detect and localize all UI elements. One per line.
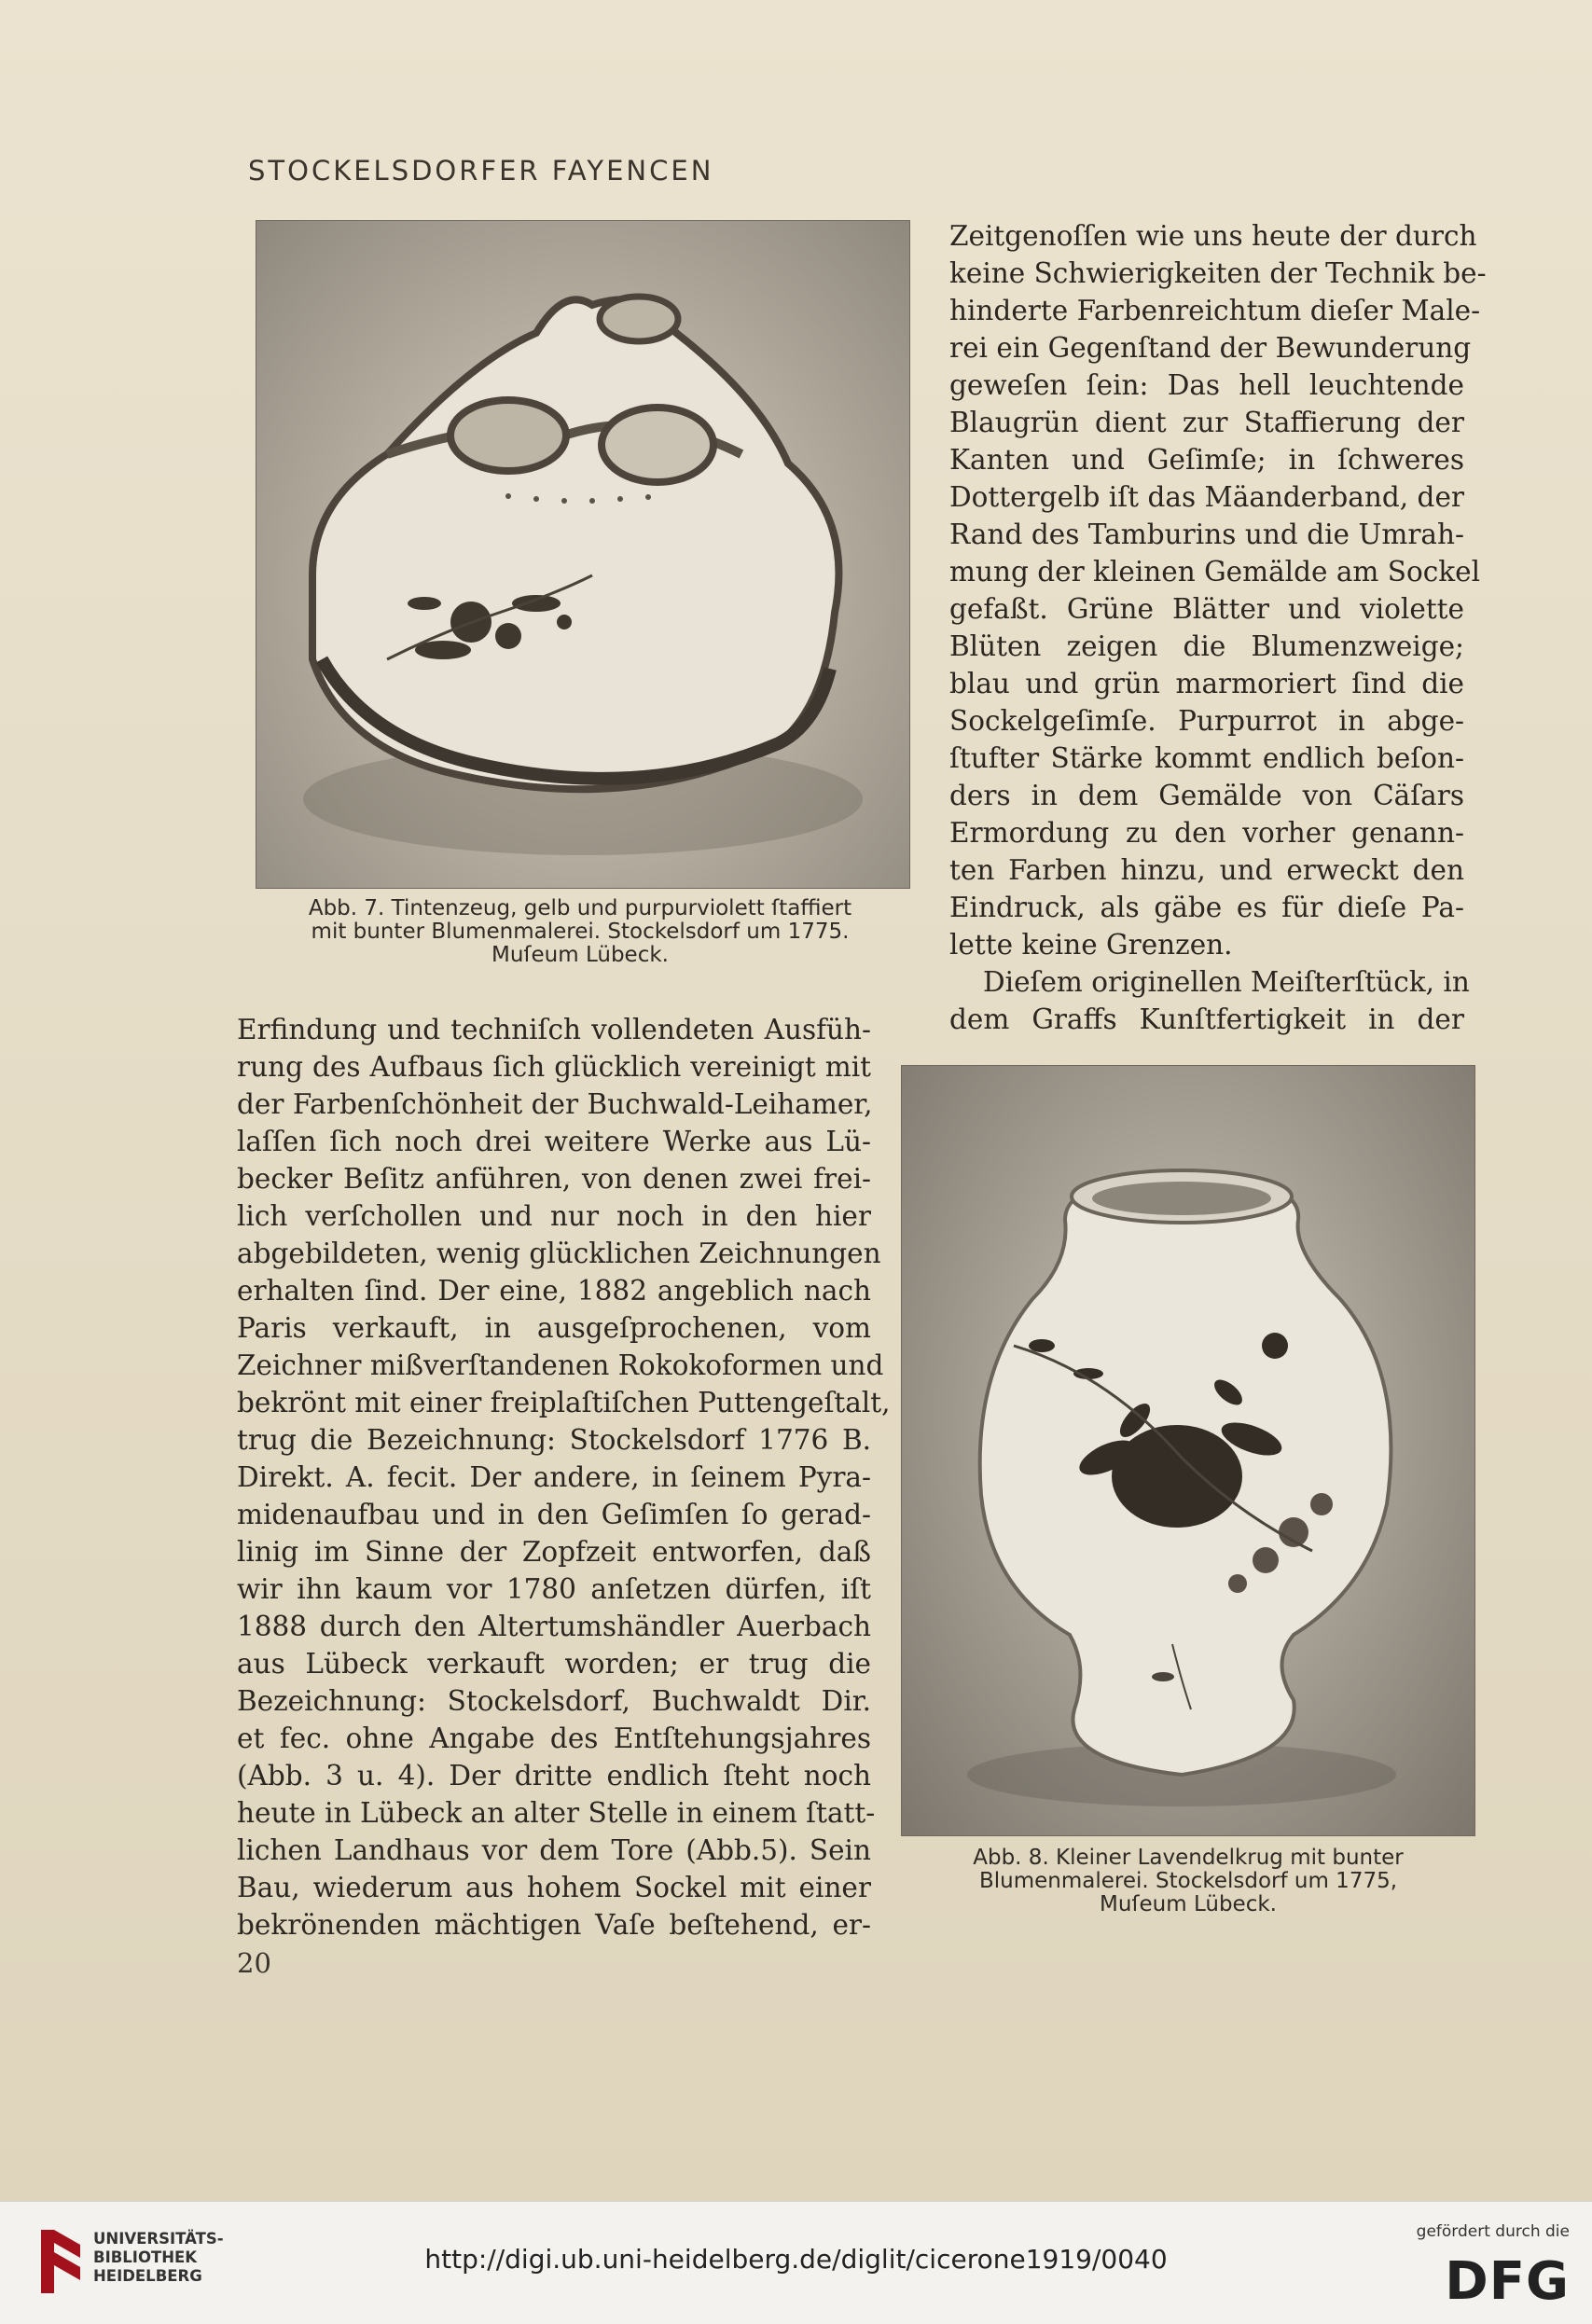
text-line: midenaufbau und in den Geſimſen ſo gerad- xyxy=(237,1499,871,1530)
text-line: abgebildeten, wenig glücklichen Zeichnungen xyxy=(237,1238,881,1269)
page-number: 20 xyxy=(237,1947,271,1979)
text-line: becker Beſitz anführen, von denen zwei frei- xyxy=(237,1163,871,1195)
library-name-line: UNIVERSITÄTS- xyxy=(93,2230,224,2248)
left-column-text xyxy=(237,1011,891,1944)
text-line: rei ein Gegenſtand der Bewunderung xyxy=(949,332,1472,364)
text-line: Dottergelb iſt das Mäanderband, der xyxy=(949,481,1464,513)
viewer-footer xyxy=(0,2201,1592,2324)
running-head: STOCKELSDORFER FAYENCEN xyxy=(248,155,714,187)
text-line: trug die Bezeichnung: Stockelsdorf 1776 B. xyxy=(237,1424,871,1456)
permalink-url[interactable]: http://digi.ub.uni-heidelberg.de/diglit/cicerone1919/0040 xyxy=(424,2244,1168,2275)
figure-7-inkstand-photo xyxy=(256,220,910,889)
text-line: Rand des Tamburins und die Umrah- xyxy=(949,519,1464,550)
figure-7-caption xyxy=(246,897,914,967)
text-line: blau und grün marmoriert ſind die xyxy=(949,668,1464,699)
right-column-text xyxy=(949,217,1487,1038)
library-name-line: BIBLIOTHEK xyxy=(93,2248,198,2266)
text-line: mung der kleinen Gemälde am Sockel xyxy=(949,556,1481,588)
text-line: dem Graffs Kunſtfertigkeit in der xyxy=(949,1003,1464,1035)
text-line: Bau, wiederum aus hohem Sockel mit einer xyxy=(237,1872,871,1903)
text-line: wir ihn kaum vor 1780 anſetzen dürfen, iſt xyxy=(237,1573,871,1605)
text-line: lich verſchollen und nur noch in den hier xyxy=(237,1200,871,1232)
inkstand-illustration xyxy=(256,221,909,888)
text-line: Zeitgenoſſen wie uns heute der durch xyxy=(949,220,1477,252)
text-line: laſſen ſich noch drei weitere Werke aus Lü- xyxy=(237,1126,871,1157)
text-line: heute in Lübeck an alter Stelle in einem ſtatt- xyxy=(237,1797,876,1829)
text-line: Dieſem originellen Meiſterſtück, in xyxy=(983,966,1470,998)
text-line: der Farbenſchönheit der Buchwald-Leihamer, xyxy=(237,1088,873,1120)
text-line: Zeichner mißverſtandenen Rokokoformen und xyxy=(237,1349,884,1381)
text-line: Eindruck, als gäbe es für dieſe Pa- xyxy=(949,892,1464,923)
text-line: gefaßt. Grüne Blätter und violette xyxy=(949,593,1464,625)
vase-illustration xyxy=(902,1066,1474,1835)
text-line: et fec. ohne Angabe des Entſtehungsjahres xyxy=(237,1722,871,1754)
text-line: linig im Sinne der Zopfzeit entworfen, daß xyxy=(237,1536,871,1568)
text-line: ten Farben hinzu, und erweckt den xyxy=(949,854,1464,886)
caption-line: Abb. 8. Kleiner Lavendelkrug mit bunter xyxy=(973,1846,1404,1870)
text-line: bekrönt mit einer freiplaſtiſchen Puttengeſtalt, xyxy=(237,1387,891,1418)
text-line: rung des Aufbaus ſich glücklich vereinigt mit xyxy=(237,1051,871,1083)
sponsor-label: gefördert durch die xyxy=(1416,2222,1570,2241)
text-line: ders in dem Gemälde von Cäſars xyxy=(949,780,1464,811)
text-line: Bezeichnung: Stockelsdorf, Buchwaldt Dir. xyxy=(237,1685,871,1717)
caption-line: Blumenmalerei. Stockelsdorf um 1775, xyxy=(978,1869,1398,1893)
text-line: Sockelgeſimſe. Purpurrot in abge- xyxy=(949,705,1464,737)
text-line: 1888 durch den Altertumshändler Auerbach xyxy=(237,1611,871,1642)
text-line: Kanten und Geſimſe; in ſchweres xyxy=(949,444,1464,476)
text-line: lette keine Grenzen. xyxy=(949,929,1233,961)
text-line: lichen Landhaus vor dem Tore (Abb.5). Sein xyxy=(237,1834,871,1866)
caption-line: mit bunter Blumenmalerei. Stockelsdorf um 1775. xyxy=(311,920,850,944)
text-line: ſtufter Stärke kommt endlich beſon- xyxy=(949,742,1464,774)
text-line: keine Schwierigkeiten der Technik be- xyxy=(949,257,1487,289)
text-line: Blüten zeigen die Blumenzweige; xyxy=(949,630,1464,662)
caption-line: Muſeum Lübeck. xyxy=(491,943,669,967)
text-line: bekrönenden mächtigen Vaſe beſtehend, er- xyxy=(237,1909,871,1941)
figure-8-vase-photo xyxy=(901,1065,1475,1836)
figure-8-caption xyxy=(899,1847,1477,1916)
dfg-logo: DFG xyxy=(1445,2251,1570,2312)
text-line: Paris verkauft, in ausgeſprochenen, vom xyxy=(237,1312,871,1344)
text-line: geweſen ſein: Das hell leuchtende xyxy=(949,369,1464,401)
text-line: (Abb. 3 u. 4). Der dritte endlich ſteht noch xyxy=(237,1760,871,1791)
text-line: Direkt. A. fecit. Der andere, in ſeinem Pyra- xyxy=(237,1461,871,1493)
caption-line: Abb. 7. Tintenzeug, gelb und purpurviolett ſtaffiert xyxy=(308,896,852,920)
caption-line: Muſeum Lübeck. xyxy=(1100,1892,1277,1916)
text-line: Erfindung und techniſch vollendeten Ausfüh- xyxy=(237,1014,871,1045)
library-name-line: HEIDELBERG xyxy=(93,2267,202,2285)
text-line: Blaugrün dient zur Staffierung der xyxy=(949,407,1464,438)
text-line: aus Lübeck verkauft worden; er trug die xyxy=(237,1648,871,1680)
text-line: hinderte Farbenreichtum dieſer Male- xyxy=(949,295,1481,326)
text-line: erhalten ſind. Der eine, 1882 angeblich nach xyxy=(237,1275,871,1307)
text-line: Ermordung zu den vorher genann- xyxy=(949,817,1464,849)
